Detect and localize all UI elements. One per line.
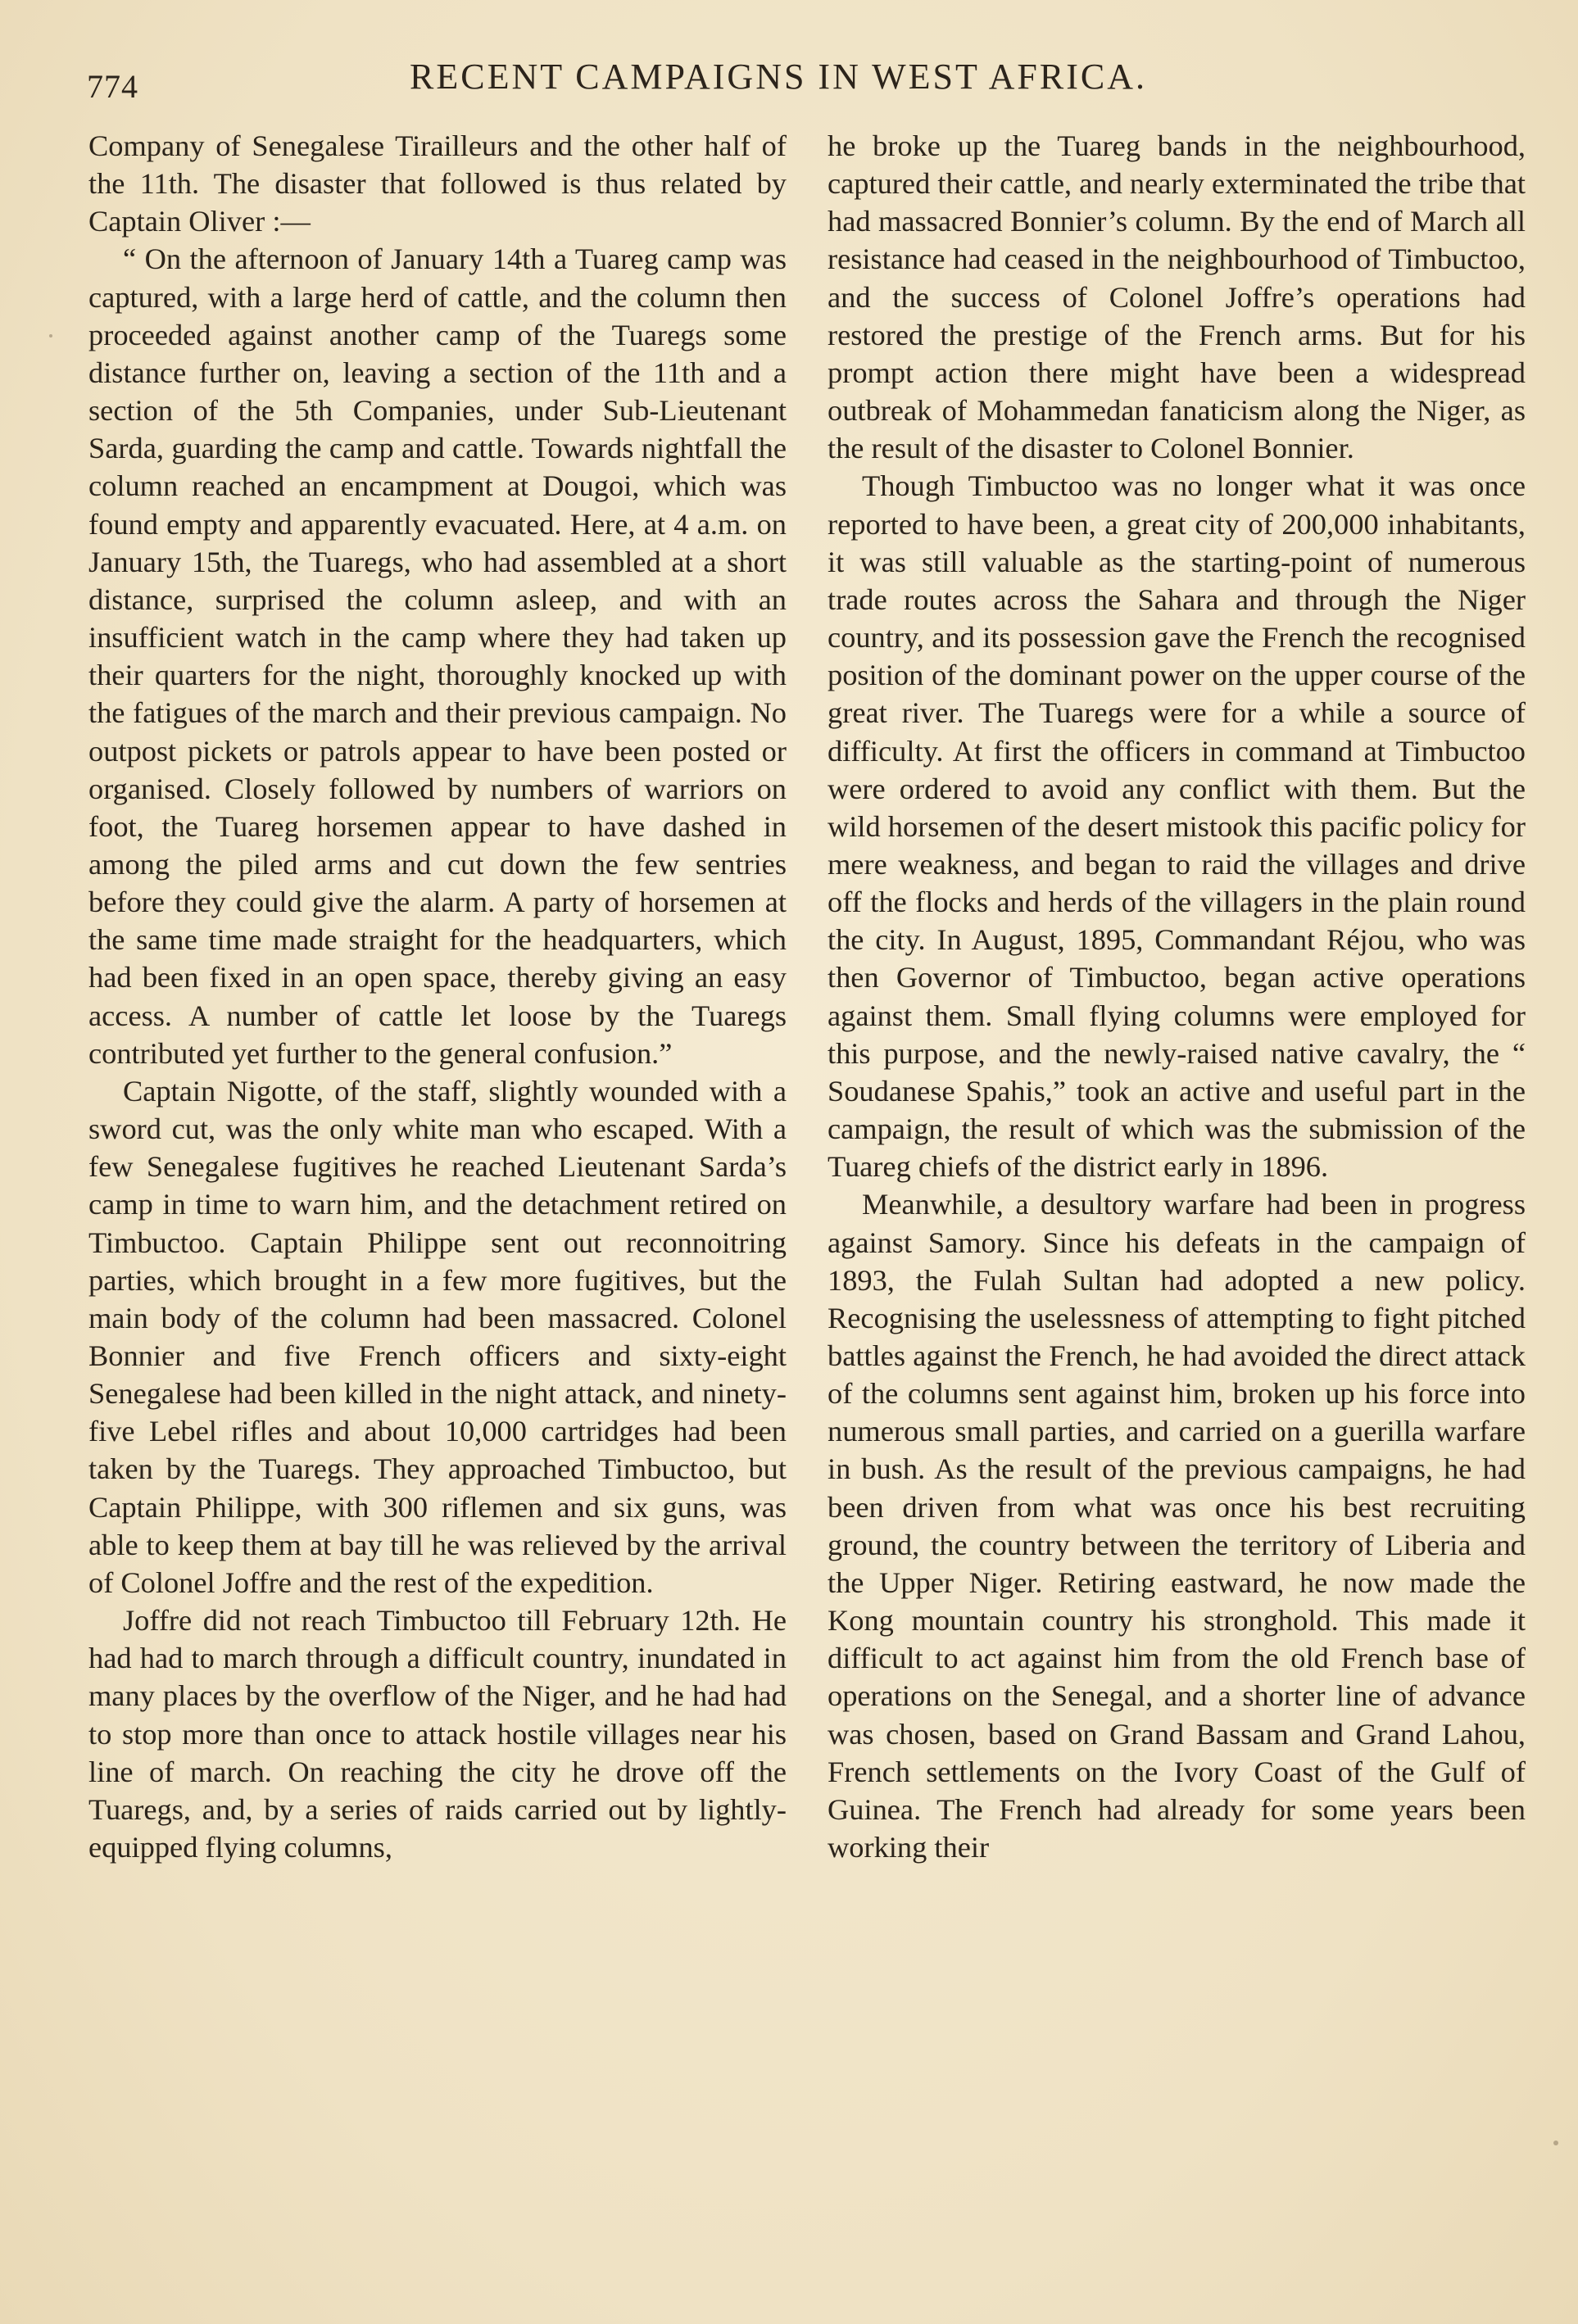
- paragraph: Though Timbuctoo was no longer what it was once reported to have been, a great city of 200,000 inhabitants, it was still valuable as the starting-point of numerous trade routes across the Sahara and through the Niger country, and its possession gave the French the recognised position of the dominant power on the upper course of the great river. The Tuaregs were for a while a source of difficulty. At first the officers in command at Timbuctoo were ordered to avoid any conflict with them. But the wild horsemen of the desert mistook this pacific policy for mere weakness, and began to raid the villages and drive off the flocks and herds of the villagers in the plain round the city. In August, 1895, Commandant Réjou, who was then Governor of Timbuctoo, began active operations against them. Small flying columns were employed for this purpose, and the newly-raised native cavalry, the “ Soudanese Spahis,” took an active and useful part in the campaign, the result of which was the submission of the Tuareg chiefs of the district early in 1896.: [828, 469, 1526, 1184]
- paragraph: he broke up the Tuareg bands in the neighbourhood, captured their cattle, and nearly exterminated the tribe that had massacred Bonnier’s column. By the end of March all resistance had ceased in the neighbourhood of Timbuctoo, and the success of Colonel Joffre’s operations had restored the prestige of the French arms. But for his prompt action there might have been a widespread outbreak of Mohammedan fanaticism along the Niger, as the result of the disaster to Colonel Bonnier.: [828, 129, 1526, 465]
- paragraph: Company of Senegalese Tirailleurs and the other half of the 11th. The disaster that followed is thus related by Captain Oliver :—: [88, 129, 787, 238]
- left-column: [88, 127, 787, 1866]
- paragraph: “ On the afternoon of January 14th a Tuareg camp was captured, with a large herd of cattle, and the column then proceeded against another camp of the Tuaregs some distance further on, leaving a section of the 11th and a section of the 5th Companies, under Sub-Lieutenant Sarda, guarding the camp and cattle. Towards nightfall the column reached an encampment at Dougoi, which was found empty and apparently evacuated. Here, at 4 a.m. on January 15th, the Tuaregs, who had assembled at a short distance, surprised the column asleep, and with an insufficient watch in the camp where they had taken up their quarters for the night, thoroughly knocked up with the fatigues of the march and their previous campaign. No outpost pickets or patrols appear to have been posted or organised. Closely followed by numbers of warriors on foot, the Tuareg horsemen appear to have dashed in among the piled arms and cut down the few sentries before they could give the alarm. A party of horsemen at the same time made straight for the headquarters, which had been fixed in an open space, thereby giving an easy access. A number of cattle let loose by the Tuaregs contributed yet further to the general confusion.”: [88, 242, 787, 1070]
- paragraph: Captain Nigotte, of the staff, slightly wounded with a sword cut, was the only white man who escaped. With a few Senegalese fugitives he reached Lieutenant Sarda’s camp in time to warn him, and the detachment retired on Timbuctoo. Captain Philippe sent out reconnoitring parties, which brought in a few more fugitives, but the main body of the column had been massacred. Colonel Bonnier and five French officers and sixty-eight Senegalese had been killed in the night attack, and ninety-five Lebel rifles and about 10,000 cartridges had been taken by the Tuaregs. They approached Timbuctoo, but Captain Philippe, with 300 riflemen and six guns, was able to keep them at bay till he was relieved by the arrival of Colonel Joffre and the rest of the expedition.: [88, 1074, 787, 1599]
- page-header: [0, 48, 1578, 113]
- paper-speck: [49, 334, 52, 338]
- page-number: 774: [87, 68, 138, 105]
- right-column: [828, 127, 1526, 1866]
- paragraph: Meanwhile, a desultory warfare had been in progress against Samory. Since his defeats in the campaign of 1893, the Fulah Sultan had adopted a new policy. Recognising the uselessness of attempting to fight pitched battles against the French, he had avoided the direct attack of the columns sent against him, broken up his force into numerous small parties, and carried on a guerilla warfare in bush. As the result of the previous campaigns, he had been driven from what was once his best recruiting ground, the country between the territory of Liberia and the Upper Niger. Retiring eastward, he now made the Kong mountain country his stronghold. This made it difficult to act against him from the old French base of operations on the Senegal, and a shorter line of advance was chosen, based on Grand Bassam and Grand Lahou, French settlements on the Ivory Coast of the Gulf of Guinea. The French had already for some years been working their: [828, 1188, 1526, 1864]
- running-title: RECENT CAMPAIGNS IN WEST AFRICA.: [410, 57, 1147, 97]
- paragraph: Joffre did not reach Timbuctoo till February 12th. He had had to march through a difficult country, inundated in many places by the overflow of the Niger, and he had had to stop more than once to attack hostile villages near his line of march. On reaching the city he drove off the Tuaregs, and, by a series of raids carried out by lightly-equipped flying columns,: [88, 1604, 787, 1864]
- paper-speck: [1553, 2141, 1558, 2145]
